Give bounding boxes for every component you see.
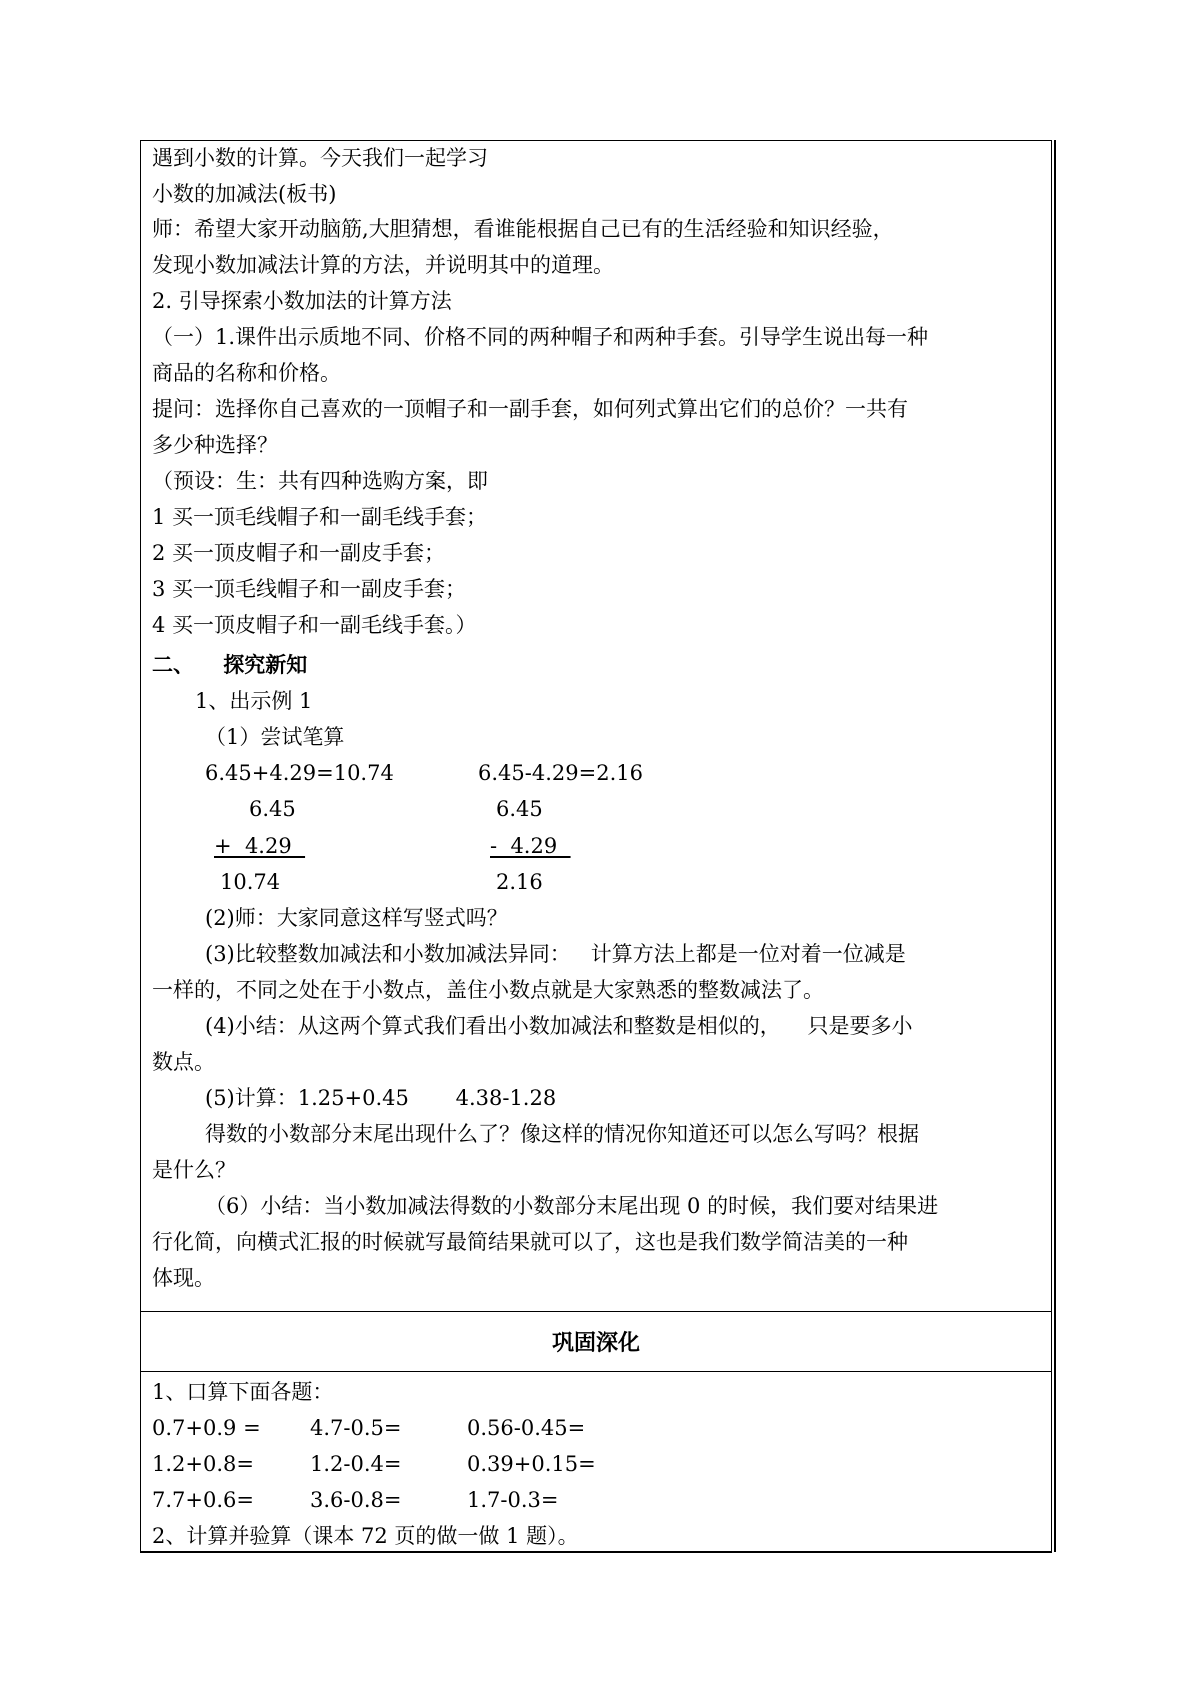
row-divider — [140, 1311, 1052, 1312]
equation-sub: 6.45-4.29=2.16 — [478, 761, 643, 785]
lesson-text-line: 商品的名称和价格。 — [152, 361, 341, 385]
add-top: 6.45 — [249, 797, 296, 821]
lesson-text-line: 提问：选择你自己喜欢的一顶帽子和一副手套，如何列式算出它们的总价？一共有 — [152, 397, 908, 421]
sub-top: 6.45 — [496, 797, 543, 821]
lesson-text-line: 发现小数加减法计算的方法，并说明其中的道理。 — [152, 253, 614, 277]
sub-bottom: - 4.29 — [490, 834, 571, 858]
example-intro: 1、出示例 1 — [195, 689, 313, 713]
exercise-cell: 0.56-0.45= — [467, 1416, 586, 1440]
question-3-line1: (3)比较整数加减法和小数加减法异同： 计算方法上都是一位对着一位减是 — [205, 942, 906, 966]
exercise-cell: 7.7+0.6= — [152, 1488, 254, 1512]
sub-result: 2.16 — [496, 870, 543, 894]
lesson-text-line: （预设：生：共有四种选购方案，即 — [152, 469, 488, 493]
task-2: 2、计算并验算（课本 72 页的做一做 1 题）。 — [152, 1524, 579, 1548]
lesson-text-line: 1 买一顶毛线帽子和一副毛线手套； — [152, 505, 488, 529]
lesson-text-line: 师：希望大家开动脑筋,大胆猜想，看谁能根据自己已有的生活经验和知识经验， — [152, 217, 894, 241]
summary-6-line1: （6）小结：当小数加减法得数的小数部分末尾出现 0 的时候，我们要对结果进 — [205, 1194, 939, 1218]
try-label: （1）尝试笔算 — [205, 725, 345, 749]
lesson-text-line: 小数的加减法(板书) — [152, 182, 337, 206]
lesson-text-line: 遇到小数的计算。今天我们一起学习 — [152, 146, 488, 170]
equation-add: 6.45+4.29=10.74 — [205, 761, 394, 785]
question-2: (2)师：大家同意这样写竖式吗？ — [205, 906, 508, 930]
exercise-cell: 0.7+0.9 = — [152, 1416, 261, 1440]
question-4-line2: 数点。 — [152, 1050, 215, 1074]
summary-6-line3: 体现。 — [152, 1266, 215, 1290]
lesson-text-line: （一）1.课件出示质地不同、价格不同的两种帽子和两种手套。引导学生说出每一种 — [152, 325, 929, 349]
row-divider — [140, 1371, 1052, 1372]
lesson-text-line: 2 买一顶皮帽子和一副皮手套； — [152, 541, 446, 565]
exercise-cell: 1.2+0.8= — [152, 1452, 254, 1476]
section-title: 巩固深化 — [551, 1330, 640, 1356]
add-bottom: + 4.29 — [214, 834, 306, 858]
summary-6-line2: 行化简，向横式汇报的时候就写最简结果就可以了，这也是我们数学简洁美的一种 — [152, 1230, 908, 1254]
exercise-cell: 4.7-0.5= — [310, 1416, 402, 1440]
question-5b-line1: 得数的小数部分末尾出现什么了？像这样的情况你知道还可以怎么写吗？根据 — [205, 1122, 919, 1146]
exercise-cell: 3.6-0.8= — [310, 1488, 402, 1512]
exercise-cell: 0.39+0.15= — [467, 1452, 596, 1476]
lesson-text-line: 多少种选择？ — [152, 433, 278, 457]
oral-heading: 1、口算下面各题： — [152, 1380, 334, 1404]
add-result: 10.74 — [220, 870, 281, 894]
table-right-border-outer — [1054, 140, 1056, 1552]
question-5b-line2: 是什么？ — [152, 1158, 236, 1182]
section-heading: 二、 探究新知 — [152, 652, 308, 677]
question-5: (5)计算：1.25+0.45 4.38-1.28 — [205, 1086, 557, 1110]
question-4-line1: (4)小结：从这两个算式我们看出小数加减法和整数是相似的， 只是要多小 — [205, 1014, 913, 1038]
exercise-cell: 1.7-0.3= — [467, 1488, 559, 1512]
lesson-text-line: 2. 引导探索小数加法的计算方法 — [152, 289, 452, 313]
lesson-text-line: 3 买一顶毛线帽子和一副皮手套； — [152, 577, 467, 601]
question-3-line2: 一样的，不同之处在于小数点，盖住小数点就是大家熟悉的整数减法了。 — [152, 978, 824, 1002]
exercise-cell: 1.2-0.4= — [310, 1452, 402, 1476]
lesson-text-line: 4 买一顶皮帽子和一副毛线手套。） — [152, 613, 477, 637]
